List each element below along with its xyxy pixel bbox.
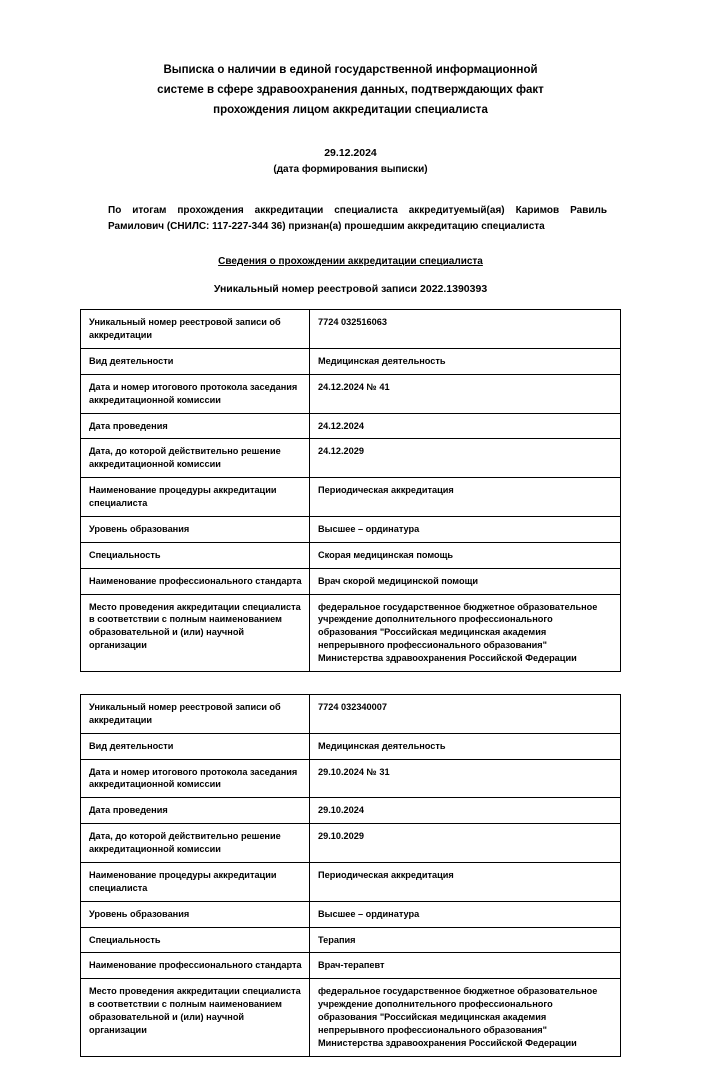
row-value: Медицинская деятельность — [310, 348, 621, 374]
table-row — [81, 594, 621, 671]
table-row — [81, 348, 621, 374]
table-row — [81, 568, 621, 594]
row-value: федеральное государственное бюджетное образовательное учреждение дополнительного профессионального образования "Российская медицинская академия непрерывного профессионального образования" Министерства здравоохранения Российской Федерации — [310, 594, 621, 671]
row-label: Место проведения аккредитации специалиста в соответствии с полным наименованием образовательной и (или) научной организации — [81, 594, 310, 671]
registry-record-number: Уникальный номер реестровой записи 2022.1390393 — [213, 283, 488, 296]
row-value: Врач скорой медицинской помощи — [310, 568, 621, 594]
row-value: Высшее – ординатура — [310, 901, 621, 927]
table-row — [81, 862, 621, 901]
table-row — [81, 927, 621, 953]
row-value: федеральное государственное бюджетное образовательное учреждение дополнительного профессионального образования "Российская медицинская академия непрерывного профессионального образования" Министерства здравоохранения Российской Федерации — [310, 979, 621, 1056]
row-value: Периодическая аккредитация — [310, 862, 621, 901]
table-row — [81, 516, 621, 542]
row-label: Место проведения аккредитации специалиста в соответствии с полным наименованием образовательной и (или) научной организации — [81, 979, 310, 1056]
row-label: Уровень образования — [81, 516, 310, 542]
row-label: Вид деятельности — [81, 733, 310, 759]
row-value: Терапия — [310, 927, 621, 953]
row-value: 29.10.2029 — [310, 824, 621, 863]
row-value: Медицинская деятельность — [310, 733, 621, 759]
row-value: Высшее – ординатура — [310, 516, 621, 542]
table-row — [81, 979, 621, 1056]
formation-date-caption: (дата формирования выписки) — [273, 164, 428, 176]
row-label: Наименование процедуры аккредитации специалиста — [81, 862, 310, 901]
row-value: 24.12.2024 № 41 — [310, 374, 621, 413]
document-title-line-1: Выписка о наличии в единой государственной информационной — [163, 64, 538, 76]
document-title-line-3: прохождения лицом аккредитации специалиста — [213, 104, 488, 117]
row-label: Наименование профессионального стандарта — [81, 953, 310, 979]
table-row — [81, 798, 621, 824]
table-row — [81, 478, 621, 517]
table-row — [81, 413, 621, 439]
table-row — [81, 901, 621, 927]
row-value: 7724 032516063 — [310, 310, 621, 349]
row-label: Уровень образования — [81, 901, 310, 927]
formation-date-value: 29.12.2024 — [324, 147, 377, 160]
row-label: Специальность — [81, 927, 310, 953]
row-value: 24.12.2029 — [310, 439, 621, 478]
row-label: Уникальный номер реестровой записи об аккредитации — [81, 694, 310, 733]
row-label: Дата проведения — [81, 413, 310, 439]
row-label: Дата, до которой действительно решение аккредитационной комиссии — [81, 824, 310, 863]
row-value: Периодическая аккредитация — [310, 478, 621, 517]
table-row — [81, 759, 621, 798]
row-value: 24.12.2024 — [310, 413, 621, 439]
accreditation-table-2 — [80, 694, 621, 1057]
row-label: Вид деятельности — [81, 348, 310, 374]
table-row — [81, 542, 621, 568]
accreditation-summary: По итогам прохождения аккредитации специалиста аккредитуемый(ая) Каримов Равиль Рамилович (СНИЛС: 117-227-344 36) признан(а) прошедшим аккредитацию специалиста — [108, 205, 607, 232]
row-label: Наименование профессионального стандарта — [81, 568, 310, 594]
table-row — [81, 953, 621, 979]
table-row — [81, 310, 621, 349]
row-label: Наименование процедуры аккредитации специалиста — [81, 478, 310, 517]
table-row — [81, 733, 621, 759]
row-value: Врач-терапевт — [310, 953, 621, 979]
row-value: 7724 032340007 — [310, 694, 621, 733]
row-value: 29.10.2024 — [310, 798, 621, 824]
document-title-line-2: системе в сфере здравоохранения данных, подтверждающих факт — [157, 84, 544, 97]
table-row — [81, 824, 621, 863]
row-label: Дата, до которой действительно решение аккредитационной комиссии — [81, 439, 310, 478]
table-row — [81, 694, 621, 733]
document-title — [80, 60, 621, 120]
accreditation-table-1 — [80, 309, 621, 672]
table-row — [81, 439, 621, 478]
table-row — [81, 374, 621, 413]
section-heading: Сведения о прохождении аккредитации специалиста — [218, 256, 483, 268]
row-label: Уникальный номер реестровой записи об аккредитации — [81, 310, 310, 349]
row-label: Дата и номер итогового протокола заседания аккредитационной комиссии — [81, 759, 310, 798]
row-value: Скорая медицинская помощь — [310, 542, 621, 568]
row-label: Специальность — [81, 542, 310, 568]
table-spacer — [80, 686, 621, 694]
row-label: Дата проведения — [81, 798, 310, 824]
row-value: 29.10.2024 № 31 — [310, 759, 621, 798]
formation-date-block — [80, 146, 621, 177]
row-label: Дата и номер итогового протокола заседания аккредитационной комиссии — [81, 374, 310, 413]
